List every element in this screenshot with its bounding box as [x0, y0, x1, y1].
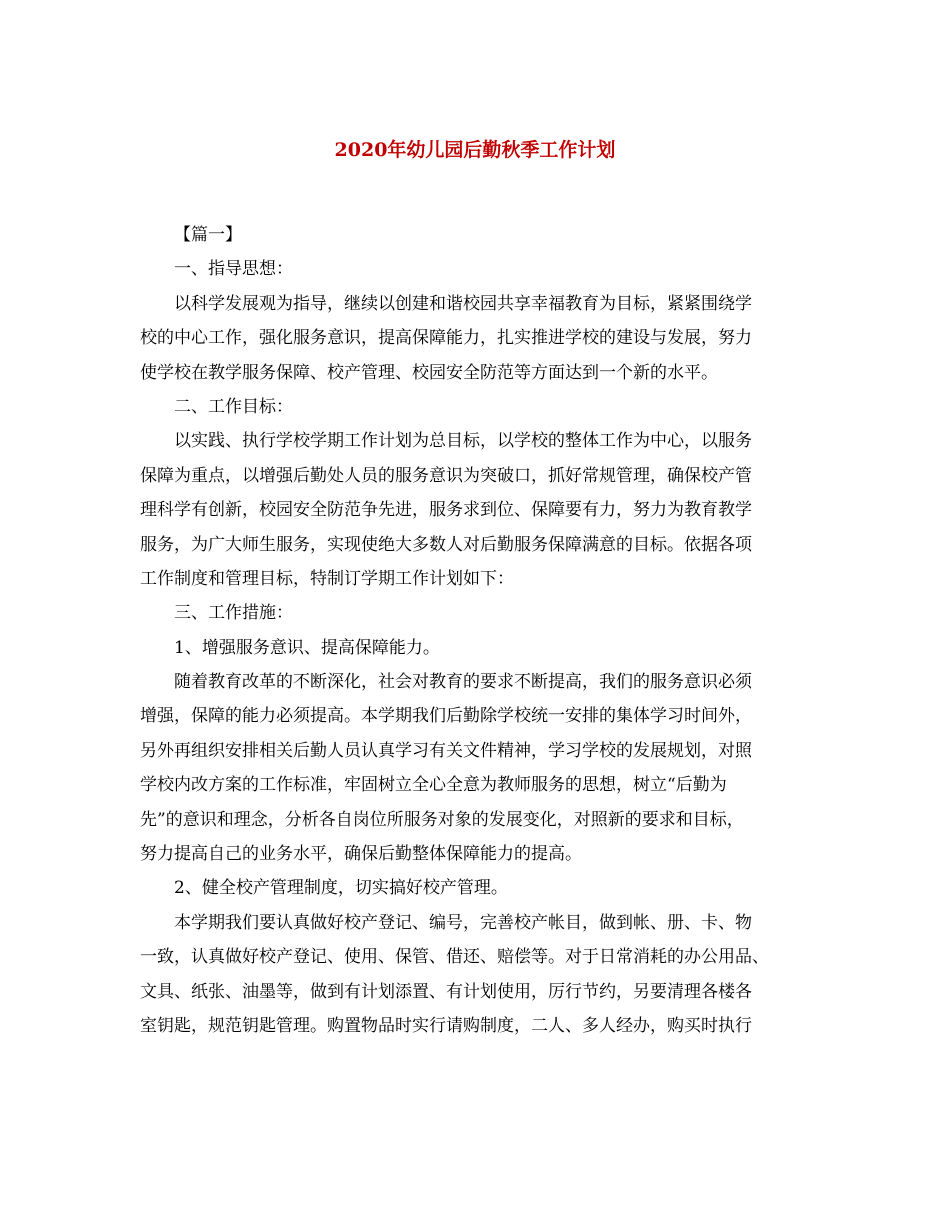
text-line: 【篇一】 — [174, 225, 242, 245]
text-line: 保障为重点，以增强后勤处人员的服务意识为突破口，抓好常规管理，确保校产管 — [140, 465, 752, 486]
text-line: 工作制度和管理目标，特制订学期工作计划如下： — [140, 568, 514, 589]
text-line: 以实践、执行学校学期工作计划为总目标，以学校的整体工作为中心，以服务 — [174, 431, 752, 452]
document-title: 2020年幼儿园后勤秋季工作计划 — [334, 139, 616, 161]
text-line: 二、工作目标： — [174, 396, 293, 417]
text-line: 先”的意识和理念，分析各自岗位所服务对象的发展变化，对照新的要求和目标， — [140, 809, 744, 830]
text-line: 随着教育改革的不断深化，社会对教育的要求不断提高，我们的服务意识必须 — [174, 672, 752, 693]
text-line: 2、健全校产管理制度，切实搞好校产管理。 — [174, 878, 508, 899]
text-line: 服务，为广大师生服务，实现使绝大多数人对后勤服务保障满意的目标。依据各项 — [140, 534, 752, 555]
text-line: 一致，认真做好校产登记、使用、保管、借还、赔偿等。对于日常消耗的办公用品、 — [140, 947, 769, 968]
text-line: 学校内改方案的工作标准，牢固树立全心全意为教师服务的思想，树立“后勤为 — [140, 775, 727, 796]
text-line: 校的中心工作，强化服务意识，提高保障能力，扎实推进学校的建设与发展，努力 — [140, 328, 752, 349]
text-line: 以科学发展观为指导，继续以创建和谐校园共享幸福教育为目标，紧紧围绕学 — [174, 293, 752, 314]
text-line: 增强，保障的能力必须提高。本学期我们后勤除学校统一安排的集体学习时间外， — [140, 706, 752, 727]
document-body — [140, 218, 815, 1043]
text-line: 文具、纸张、油墨等，做到有计划添置、有计划使用，厉行节约，另要清理各楼各 — [140, 981, 752, 1002]
text-line: 1、增强服务意识、提高保障能力。 — [174, 637, 440, 658]
text-line: 一、指导思想： — [174, 259, 293, 280]
text-line: 本学期我们要认真做好校产登记、编号，完善校产帐目，做到帐、册、卡、物 — [174, 912, 752, 933]
text-line: 室钥匙，规范钥匙管理。购置物品时实行请购制度，二人、多人经办，购买时执行 — [140, 1015, 752, 1036]
text-line: 使学校在教学服务保障、校产管理、校园安全防范等方面达到一个新的水平。 — [140, 362, 718, 383]
text-line: 理科学有创新，校园安全防范争先进，服务求到位、保障要有力，努力为教育教学 — [140, 500, 752, 521]
text-line: 另外再组织安排相关后勤人员认真学习有关文件精神，学习学校的发展规划，对照 — [140, 740, 752, 761]
text-line: 三、工作措施： — [174, 603, 293, 624]
text-line: 努力提高自己的业务水平，确保后勤整体保障能力的提高。 — [140, 844, 582, 865]
